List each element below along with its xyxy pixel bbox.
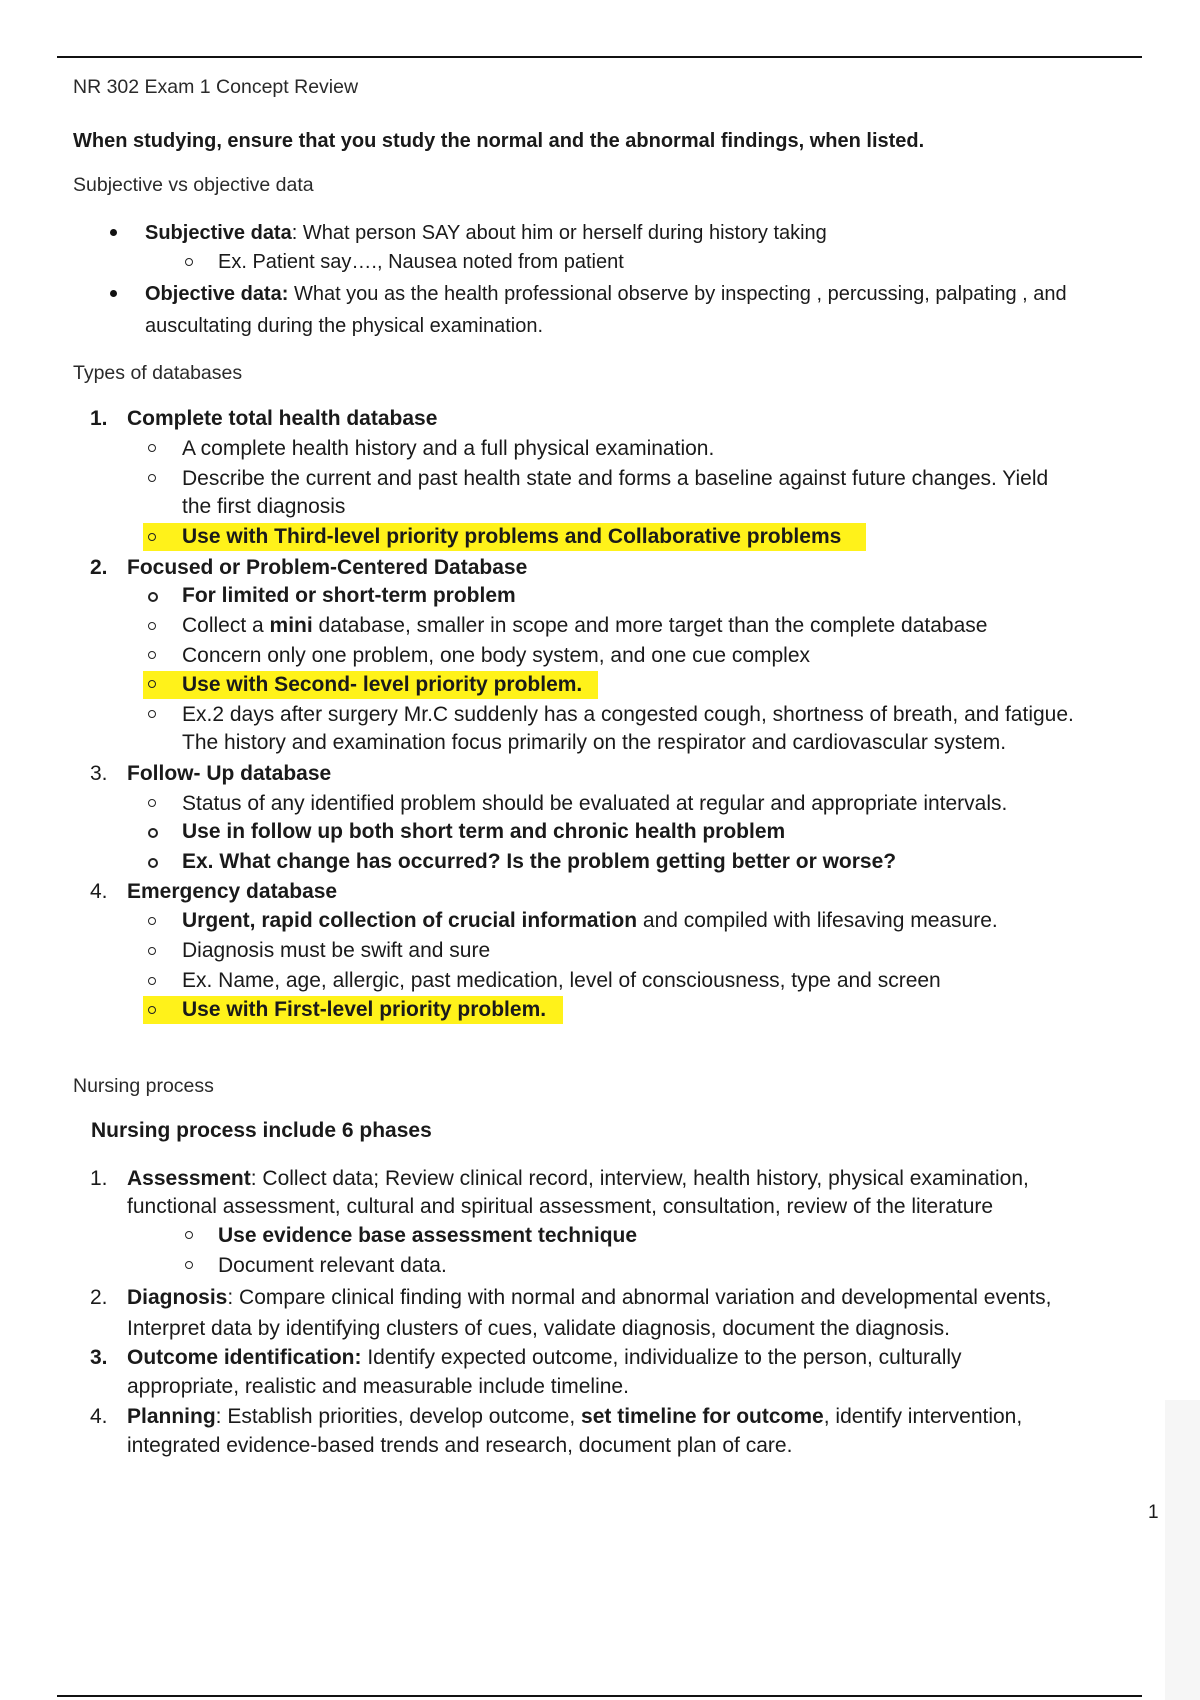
bullet-icon	[110, 229, 117, 236]
document-title: NR 302 Exam 1 Concept Review	[73, 76, 359, 98]
focused-item-5-line2: The history and examination focus primarily on the respirator and cardiovascular system.	[182, 731, 1007, 754]
circle-bullet-icon	[148, 474, 156, 482]
objective-text-line1: What you as the health professional observe by inspecting , percussing, palpating , and	[288, 283, 1067, 305]
circle-bullet-icon	[148, 444, 156, 452]
objective-term: Objective data:	[145, 283, 289, 305]
complete-item-2-line1: Describe the current and past health state and forms a baseline against future changes. Yield	[182, 467, 1049, 490]
list-number: 1.	[90, 407, 108, 430]
nursing-subheading: Nursing process include 6 phases	[91, 1119, 432, 1142]
followup-item-3: Ex. What change has occurred? Is the problem getting better or worse?	[182, 850, 897, 873]
assessment-term: Assessment	[127, 1167, 251, 1190]
circle-bullet-icon	[185, 1231, 193, 1239]
outcome-line1	[127, 1345, 962, 1371]
planning-text-c: , identify intervention,	[823, 1405, 1023, 1428]
assessment-sub-2: Document relevant data.	[218, 1254, 447, 1277]
followup-database-title: Follow- Up database	[127, 762, 332, 785]
outcome-term: Outcome identification:	[127, 1346, 362, 1369]
focused-database-title: Focused or Problem-Centered Database	[127, 556, 528, 579]
objective-text-line2: auscultating during the physical examination.	[145, 315, 544, 337]
circle-bullet-icon	[148, 1006, 156, 1014]
complete-database-title: Complete total health database	[127, 407, 438, 430]
complete-item-3-highlight: Use with Third-level priority problems and Collaborative problems	[182, 525, 842, 548]
planning-text-a: : Establish priorities, develop outcome,	[215, 1405, 582, 1428]
circle-bullet-icon	[185, 258, 193, 266]
list-number: 4.	[90, 880, 108, 903]
circle-bullet-icon	[148, 917, 156, 925]
assessment-line2: functional assessment, cultural and spiritual assessment, consultation, review of the literature	[127, 1195, 994, 1218]
diagnosis-line2: Interpret data by identifying clusters of cues, validate diagnosis, document the diagnosis.	[127, 1317, 950, 1340]
emergency-item-1-rest: and compiled with lifesaving measure.	[637, 909, 998, 932]
circle-bullet-icon	[148, 799, 156, 807]
section-heading-subjective-objective: Subjective vs objective data	[73, 174, 314, 196]
planning-line2: integrated evidence-based trends and research, document plan of care.	[127, 1434, 793, 1457]
emergency-item-3: Ex. Name, age, allergic, past medication, level of consciousness, type and screen	[182, 969, 941, 992]
subjective-data-item	[145, 220, 827, 246]
emergency-item-2: Diagnosis must be swift and sure	[182, 939, 491, 962]
focused-item-2	[182, 613, 987, 639]
emergency-item-1-bold: Urgent, rapid collection of crucial information	[182, 909, 638, 932]
circle-bullet-icon	[148, 651, 156, 659]
circle-bullet-icon	[148, 592, 158, 602]
planning-text-bold: set timeline for outcome	[581, 1405, 824, 1428]
circle-bullet-icon	[148, 622, 156, 630]
page-number: 1	[1148, 1502, 1159, 1523]
assessment-text: : Collect data; Review clinical record, interview, health history, physical examination,	[250, 1167, 1029, 1190]
circle-bullet-icon	[148, 710, 156, 718]
focused-item-2a: Collect a	[182, 614, 270, 637]
emergency-item-4-highlight: Use with First-level priority problem.	[182, 998, 547, 1021]
assessment-line1	[127, 1166, 1029, 1192]
emergency-item-1	[182, 908, 998, 934]
planning-line1	[127, 1404, 1022, 1430]
planning-term: Planning	[127, 1405, 216, 1428]
bottom-rule	[57, 1695, 1142, 1697]
circle-bullet-icon	[148, 977, 156, 985]
subjective-example: Ex. Patient say…., Nausea noted from patient	[218, 251, 624, 273]
focused-item-5-line1: Ex.2 days after surgery Mr.C suddenly has a congested cough, shortness of breath, and fatigue.	[182, 703, 1074, 726]
subjective-term: Subjective data	[145, 222, 292, 244]
diagnosis-text: : Compare clinical finding with normal and abnormal variation and developmental events,	[227, 1286, 1052, 1309]
outcome-line2: appropriate, realistic and measurable include timeline.	[127, 1375, 629, 1398]
focused-item-1: For limited or short-term problem	[182, 584, 516, 607]
outcome-text: Identify expected outcome, individualize to the person, culturally	[361, 1346, 962, 1369]
circle-bullet-icon	[148, 533, 156, 541]
section-heading-nursing-process: Nursing process	[73, 1075, 214, 1097]
list-number: 3.	[90, 762, 108, 785]
focused-item-2-mini: mini	[269, 614, 313, 637]
diagnosis-term: Diagnosis	[127, 1286, 228, 1309]
circle-bullet-icon	[185, 1261, 193, 1269]
subjective-text: : What person SAY about him or herself during history taking	[291, 222, 827, 244]
page-edge-shade	[1165, 1400, 1200, 1700]
list-number: 4.	[90, 1405, 108, 1428]
followup-item-2: Use in follow up both short term and chronic health problem	[182, 820, 786, 843]
list-number: 3.	[90, 1346, 108, 1369]
top-rule	[57, 56, 1142, 58]
assessment-sub-1: Use evidence base assessment technique	[218, 1224, 638, 1247]
focused-item-4-highlight: Use with Second- level priority problem.	[182, 673, 583, 696]
section-heading-databases: Types of databases	[73, 362, 243, 384]
complete-item-1: A complete health history and a full physical examination.	[182, 437, 715, 460]
intro-note: When studying, ensure that you study the normal and the abnormal findings, when listed.	[73, 130, 925, 152]
list-number: 1.	[90, 1167, 108, 1190]
followup-item-1: Status of any identified problem should be evaluated at regular and appropriate intervals.	[182, 792, 1008, 815]
emergency-database-title: Emergency database	[127, 880, 338, 903]
list-number: 2.	[90, 1286, 108, 1309]
objective-data-item	[145, 281, 1067, 307]
focused-item-3: Concern only one problem, one body system, and one cue complex	[182, 644, 811, 667]
circle-bullet-icon	[148, 858, 158, 868]
bullet-icon	[110, 290, 117, 297]
list-number: 2.	[90, 556, 108, 579]
circle-bullet-icon	[148, 680, 156, 688]
complete-item-2-line2: the first diagnosis	[182, 495, 346, 518]
circle-bullet-icon	[148, 947, 156, 955]
circle-bullet-icon	[148, 828, 158, 838]
focused-item-2c: database, smaller in scope and more target than the complete database	[312, 614, 988, 637]
diagnosis-line1	[127, 1285, 1051, 1311]
